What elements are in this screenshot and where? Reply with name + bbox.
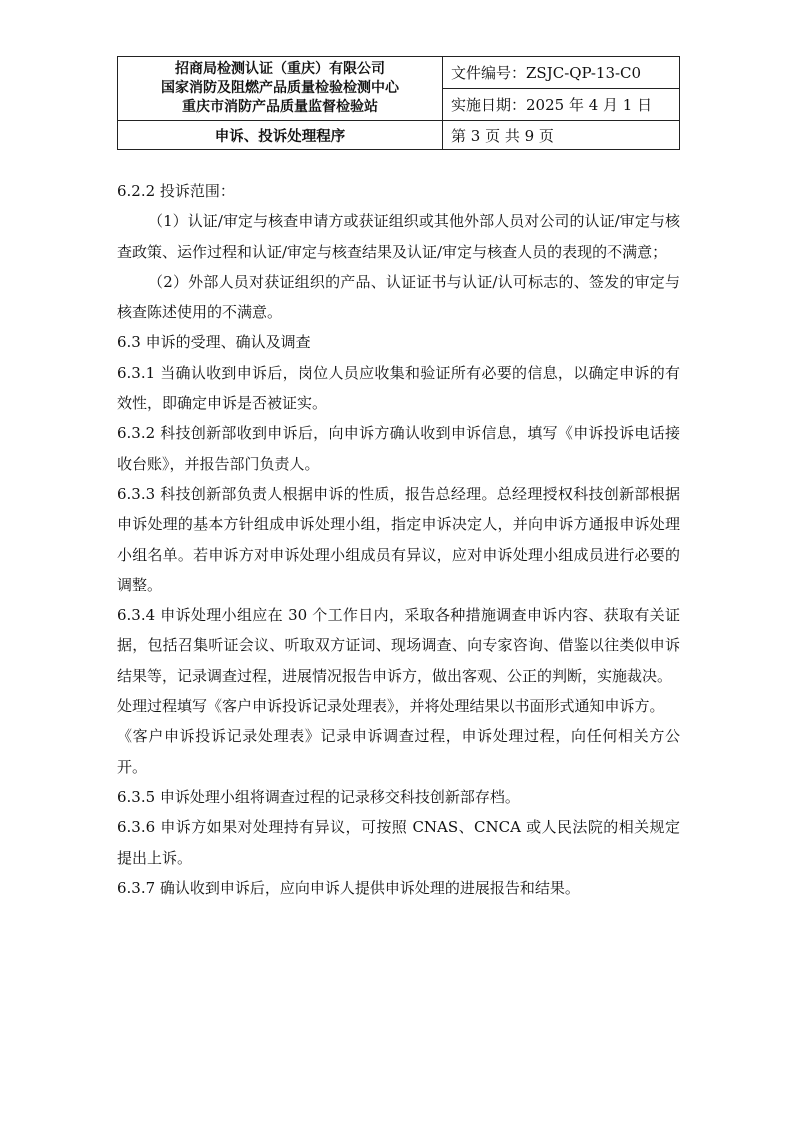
paragraph: 6.3.3 科技创新部负责人根据申诉的性质，报告总经理。总经理授权科技创新部根据申诉处理的基本方针组成申诉处理小组，指定申诉决定人，并向申诉方通报申诉处理小组名单。若申诉方对申诉处理小组成员有异议，应对申诉处理小组成员进行必要的调整。 — [117, 484, 680, 594]
paragraph: 6.3.4 申诉处理小组应在 30 个工作日内，采取各种措施调查申诉内容、获取有关证据，包括召集听证会议、听取双方证词、现场调查、向专家咨询、借鉴以往类似申诉结果等，记录调查过程，进展情况报告申诉方，做出客观、公正的判断，实施裁决。 — [117, 606, 680, 685]
paragraph: 《客户申诉投诉记录处理表》记录申诉调查过程，申诉处理过程，向任何相关方公开。 — [117, 727, 680, 776]
effective-date: 实施日期：2025 年 4 月 1 日 — [443, 89, 680, 121]
paragraph: 6.3.5 申诉处理小组将调查过程的记录移交科技创新部存档。 — [117, 787, 520, 806]
org-name-1: 招商局检测认证（重庆）有限公司 — [175, 61, 385, 77]
document-header — [117, 56, 680, 150]
document-body — [117, 176, 680, 903]
paragraph: 6.3.1 当确认收到申诉后，岗位人员应收集和验证所有必要的信息，以确定申诉的有效性，即确定申诉是否被证实。 — [117, 363, 680, 413]
org-name-2: 国家消防及阻燃产品质量检验检测中心 — [161, 80, 399, 96]
page-number: 第 3 页 共 9 页 — [443, 121, 680, 150]
document-number: 文件编号：ZSJC-QP-13-C0 — [443, 57, 680, 89]
paragraph: 6.3.2 科技创新部收到申诉后，向申诉方确认收到申诉信息，填写《申诉投诉电话接收台账》，并报告部门负责人。 — [117, 424, 680, 473]
paragraph: （1）认证/审定与核查申请方或获证组织或其他外部人员对公司的认证/审定与核查政策、运作过程和认证/审定与核查结果及认证/审定与核查人员的表现的不满意； — [117, 212, 680, 261]
paragraph: 处理过程填写《客户申诉投诉记录处理表》，并将处理结果以书面形式通知申诉方。 — [117, 697, 665, 716]
org-name-3: 重庆市消防产品质量监督检验站 — [182, 99, 378, 115]
paragraph: （2）外部人员对获证组织的产品、认证证书与认证/认可标志的、签发的审定与核查陈述使用的不满意。 — [117, 272, 680, 322]
section-heading: 6.2.2 投诉范围： — [117, 182, 235, 200]
paragraph: 6.3.6 申诉方如果对处理持有异议，可按照 CNAS、CNCA 或人民法院的相关规定提出上诉。 — [117, 818, 680, 867]
section-heading: 6.3 申诉的受理、确认及调查 — [117, 333, 311, 352]
organization-names — [118, 57, 443, 121]
document-title: 申诉、投诉处理程序 — [118, 121, 443, 150]
paragraph: 6.3.7 确认收到申诉后，应向申诉人提供申诉处理的进展报告和结果。 — [117, 878, 580, 897]
